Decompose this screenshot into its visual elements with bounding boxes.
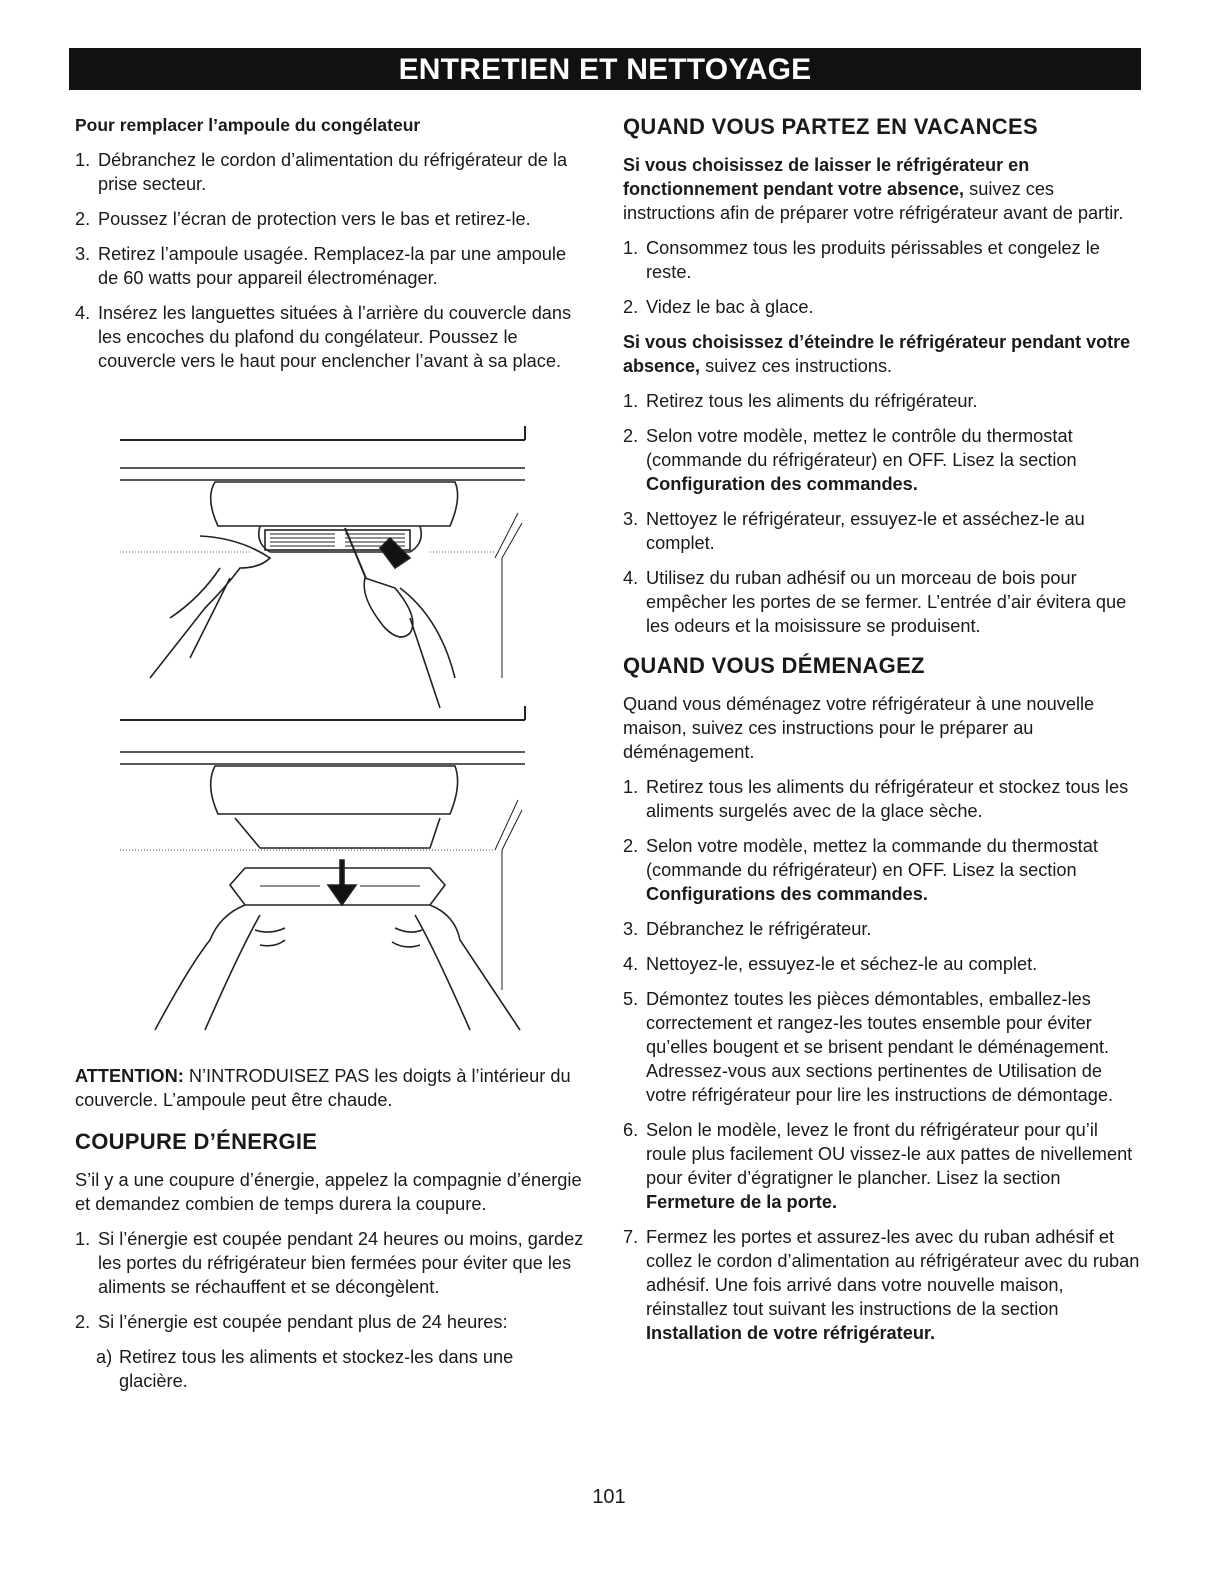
left-column <box>75 113 585 384</box>
page-number: 101 <box>592 1486 626 1508</box>
list-item: 2. Videz le bac à glace. <box>623 297 814 317</box>
bulb-heading: Pour remplacer l’ampoule du congélateur <box>75 115 421 135</box>
section-banner: ENTRETIEN ET NETTOYAGE <box>69 48 1141 90</box>
list-item: 7. Fermez les portes et assurez-les avec du ruban adhésif et collez le cordon d’alimentation au réfrigérateur avec du ruban adhésif. Une fois arrivé dans votre nouvelle maison, réinstallez tout suivant les instructions de la section Installation de votre réfrigérateur. <box>623 1227 1140 1343</box>
power-substep: a) Retirez tous les aliments et stockez-les dans une glacière. <box>96 1347 514 1391</box>
list-item: 1. Consommez tous les produits périssables et congelez le reste. <box>623 238 1100 282</box>
left-lower-section <box>75 1064 585 1393</box>
list-item: 4. Insérez les languettes situées à l’arrière du couvercle dans les encoches du plafond du congélateur. Poussez le couvercle vers le haut pour enclencher l’avant à sa place. <box>75 303 572 371</box>
vacation-lead-1: Si vous choisissez de laisser le réfrigérateur en fonctionnement pendant votre absence, suivez ces instructions afin de préparer votre réfrigérateur avant de partir. <box>623 155 1124 223</box>
list-item: 3. Retirez l’ampoule usagée. Remplacez-la par une ampoule de 60 watts pour appareil électroménager. <box>75 244 567 288</box>
list-item: 1. Retirez tous les aliments du réfrigérateur et stockez tous les aliments surgelés avec de la glace sèche. <box>623 777 1129 821</box>
list-item: 4. Nettoyez-le, essuyez-le et séchez-le au complet. <box>623 954 1038 974</box>
list-item: 3. Débranchez le réfrigérateur. <box>623 919 872 939</box>
list-item: 4. Utilisez du ruban adhésif ou un morceau de bois pour empêcher les portes de se fermer. L’entrée d’air évitera que les odeurs et la moisissure se produisent. <box>623 568 1127 636</box>
list-item: 2. Poussez l’écran de protection vers le bas et retirez-le. <box>75 209 531 229</box>
list-item: 3. Nettoyez le réfrigérateur, essuyez-le et asséchez-le au complet. <box>623 509 1085 553</box>
light-shield-pull-down-illustration <box>110 700 540 1040</box>
vacation-lead-2: Si vous choisissez d’éteindre le réfrigérateur pendant votre absence, suivez ces instructions. <box>623 332 1131 376</box>
bulb-steps <box>75 148 585 373</box>
list-item: 1. Débranchez le cordon d’alimentation du réfrigérateur de la prise secteur. <box>75 150 568 194</box>
list-item: 2. Selon votre modèle, mettez la commande du thermostat (commande du réfrigérateur) en OFF. Lisez la section Configurations des commandes. <box>623 836 1098 904</box>
moving-intro: Quand vous déménagez votre réfrigérateur à une nouvelle maison, suivez ces instructions pour le préparer au déménagement. <box>623 694 1095 762</box>
list-item: 6. Selon le modèle, levez le front du réfrigérateur pour qu’il roule plus facilement OU vissez-le aux pattes de nivellement pour éviter d’égratigner le plancher. Lisez la section Fermeture de la porte. <box>623 1120 1133 1212</box>
right-column <box>623 113 1143 1356</box>
moving-steps <box>623 775 1143 1345</box>
list-item: 1. Retirez tous les aliments du réfrigérateur. <box>623 391 978 411</box>
vacation-steps-b <box>623 389 1143 638</box>
vacation-steps-a <box>623 236 1143 319</box>
vacation-heading: QUAND VOUS PARTEZ EN VACANCES <box>623 114 1038 139</box>
list-item: 2. Si l’énergie est coupée pendant plus de 24 heures: <box>75 1312 508 1332</box>
power-steps <box>75 1227 585 1334</box>
moving-heading: QUAND VOUS DÉMENAGEZ <box>623 653 925 678</box>
attention-note: ATTENTION: N’INTRODUISEZ PAS les doigts à l’intérieur du couvercle. L’ampoule peut être chaude. <box>75 1066 571 1110</box>
power-intro: S’il y a une coupure d’énergie, appelez la compagnie d’énergie et demandez combien de temps durera la coupure. <box>75 1170 582 1214</box>
list-item: 2. Selon votre modèle, mettez le contrôle du thermostat (commande du réfrigérateur) en OFF. Lisez la section Configuration des commandes. <box>623 426 1077 494</box>
list-item: 1. Si l’énergie est coupée pendant 24 heures ou moins, gardez les portes du réfrigérateur bien fermées pour éviter que les aliments se réchauffent et se décongèlent. <box>75 1229 584 1297</box>
power-outage-heading: COUPURE D’ÉNERGIE <box>75 1129 318 1154</box>
light-shield-removal-illustration <box>110 418 540 718</box>
list-item: 5. Démontez toutes les pièces démontables, emballez-les correctement et rangez-les toutes ensemble pour éviter qu’elles bougent et se brisent pendant le déménagement. Adressez-vous aux sections pertinentes de Utilisation de votre réfrigérateur pour lire les instructions de démontage. <box>623 989 1114 1105</box>
